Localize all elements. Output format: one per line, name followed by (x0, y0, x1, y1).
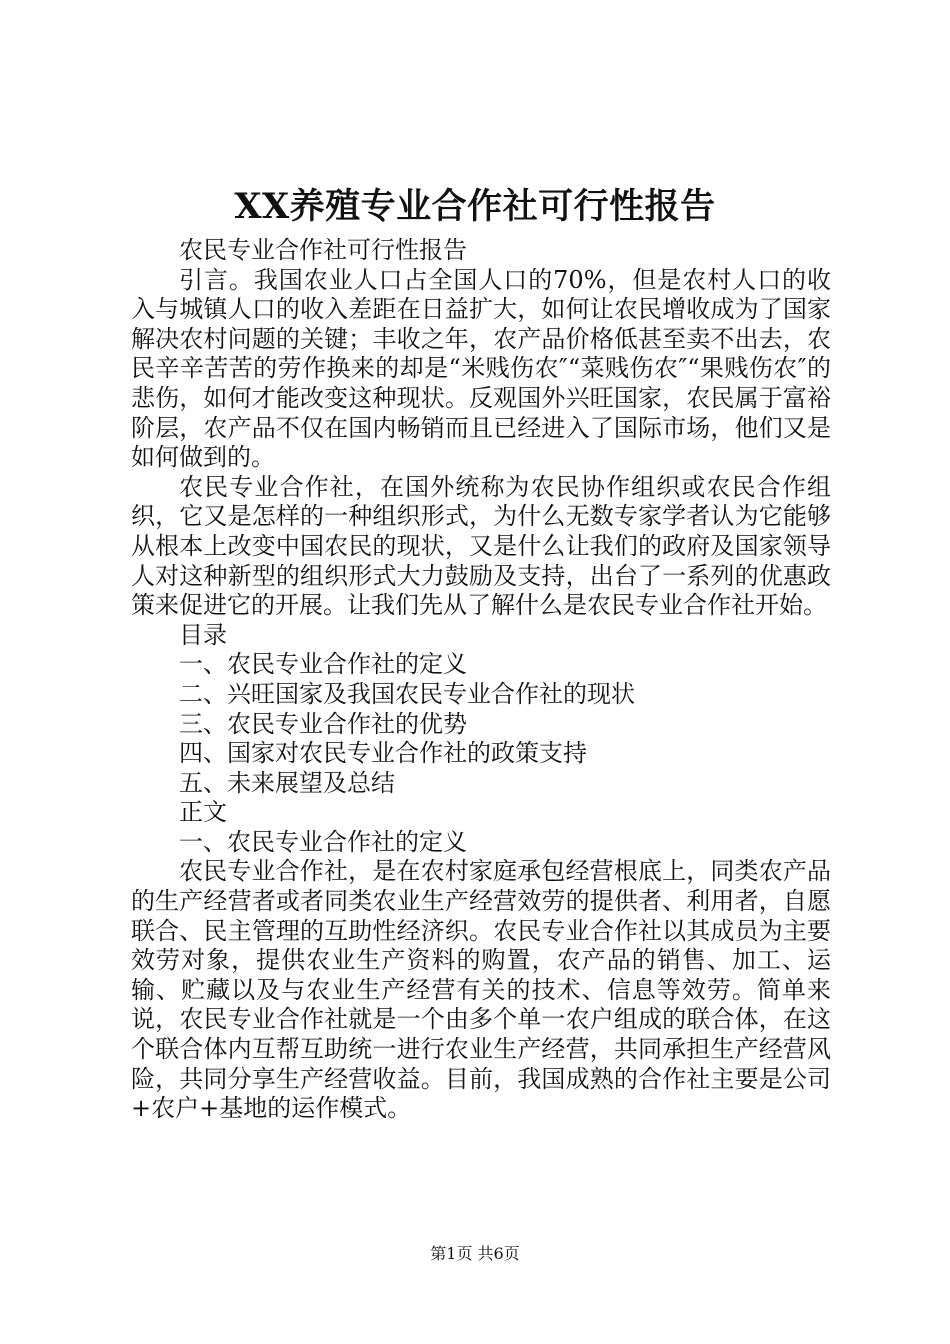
body-heading: 正文 (179, 798, 227, 827)
toc-item: 五、未来展望及总结 (179, 768, 395, 797)
page-footer: 第1页 共6页 (430, 1244, 520, 1263)
toc-item: 一、农民专业合作社的定义 (179, 650, 467, 679)
toc-item: 四、国家对农民专业合作社的政策支持 (179, 739, 587, 768)
subtitle-paragraph: 农民专业合作社可行性报告 (179, 236, 467, 264)
toc-item: 二、兴旺国家及我国农民专业合作社的现状 (179, 679, 635, 708)
toc-heading: 目录 (179, 620, 227, 649)
document-body (131, 236, 831, 1124)
definition-paragraph: 农民专业合作社，是在农村家庭承包经营根底上，同类农产品的生产经营者或者同类农业生产经营效劳的提供者、利用者，自愿联合、民主管理的互助性经济织。农民专业合作社以其成员为主要效劳对象，提供农业生产资料的购置，农产品的销售、加工、运输、贮藏以及与农业生产经营有关的技术、信息等效劳。简单来说，农民专业合作社就是一个由多个单一农户组成的联合体，在这个联合体内互帮互助统一进行农业生产经营，共同承担生产经营风险，共同分享生产经营收益。目前，我国成熟的合作社主要是公司+农户+基地的运作模式。 (131, 857, 831, 1123)
document-title: XX养殖专业合作社可行性报告 (234, 186, 716, 227)
toc-item: 三、农民专业合作社的优势 (179, 709, 467, 738)
section-heading: 一、农民专业合作社的定义 (179, 827, 467, 856)
cooperative-intro-paragraph: 农民专业合作社，在国外统称为农民协作组织或农民合作组织，它又是怎样的一种组织形式，为什么无数专家学者认为它能够从根本上改变中国农民的现状，又是什么让我们的政府及国家领导人对这种新型的组织形式大力鼓励及支持，出台了一系列的优惠政策来促进它的开展。让我们先从了解什么是农民专业合作社开始。 (131, 472, 831, 620)
intro-paragraph: 引言。我国农业人口占全国人口的70%，但是农村人口的收入与城镇人口的收入差距在日益扩大，如何让农民增收成为了国家解决农村问题的关键；丰收之年，农产品价格低甚至卖不出去，农民辛辛苦苦的劳作换来的却是“米贱伤农″“菜贱伤农″“果贱伤农″的悲伤，如何才能改变这种现状。反观国外兴旺国家，农民属于富裕阶层，农产品不仅在国内畅销而且已经进入了国际市场，他们又是如何做到的。 (131, 265, 831, 472)
